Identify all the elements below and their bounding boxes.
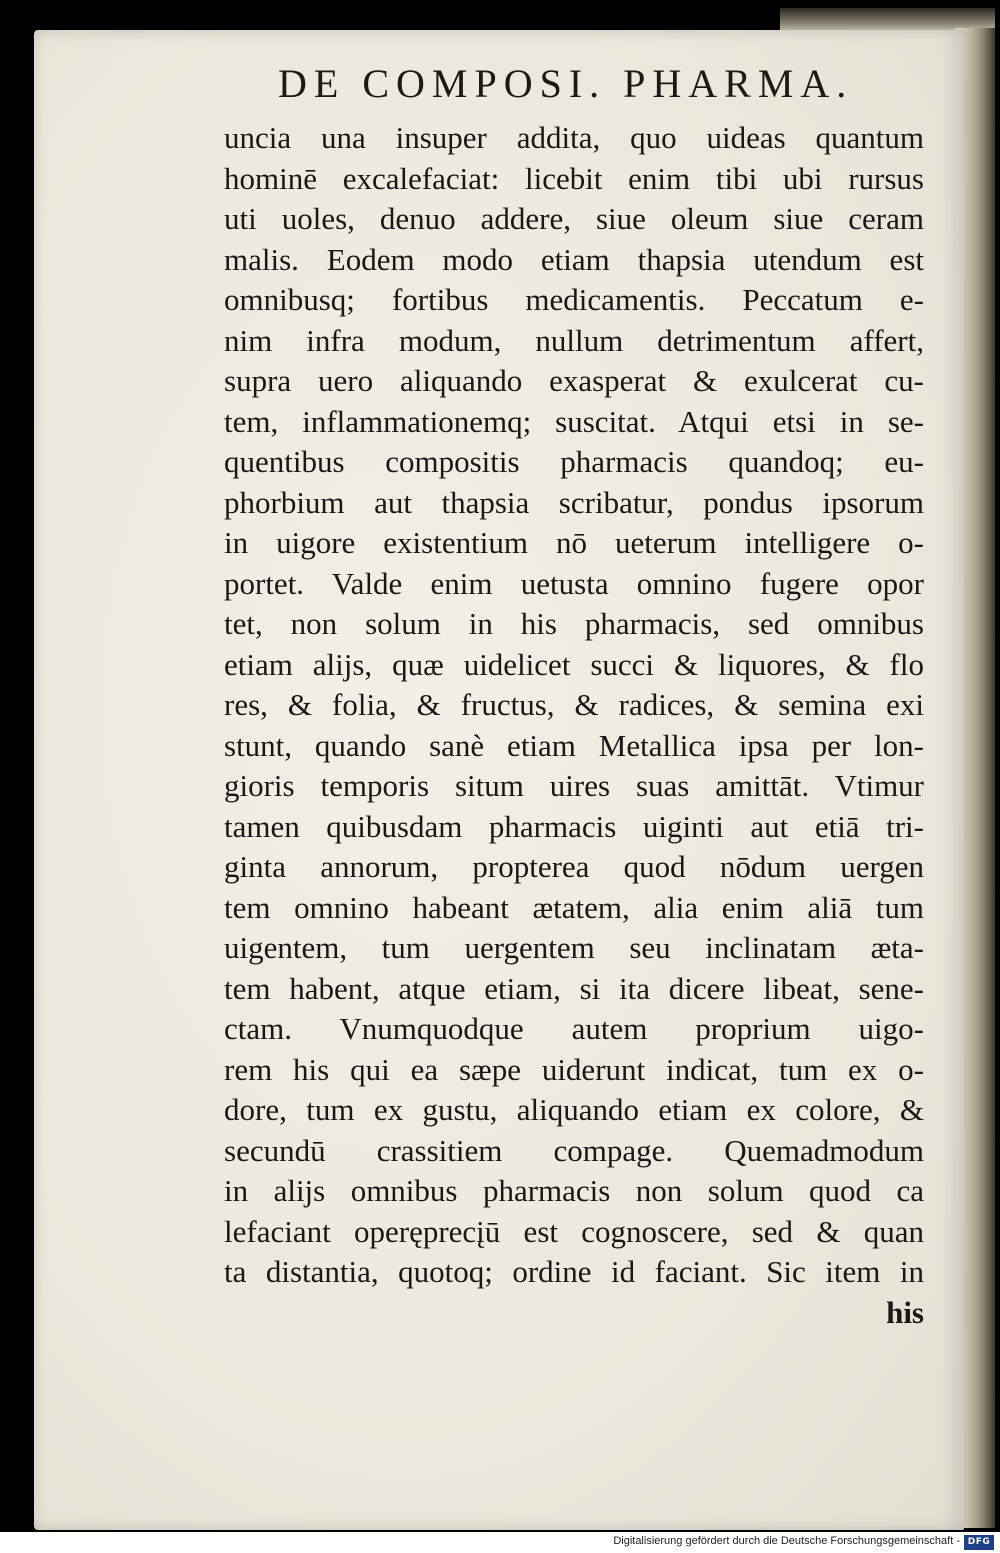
text-line: ta distantia, quotoq; ordine id faciant. Sic item in	[224, 1254, 924, 1289]
text-line: uncia una insuper addita, quo uideas quantum	[224, 120, 924, 155]
text-line: tem, inflammationemq; suscitat. Atqui etsi in se-	[224, 403, 924, 439]
dfg-logo: DFG	[964, 1535, 994, 1550]
running-head: DE COMPOSI. PHARMA.	[278, 61, 854, 106]
text-line: uti uoles, denuo addere, siue oleum siue ceram	[224, 201, 924, 236]
text-line: tem omnino habeant ætatem, alia enim aliā tum	[224, 889, 924, 925]
text-line: secundū crassitiem compage. Quemadmodum	[224, 1132, 924, 1168]
text-line: res, & folia, & fructus, & radices, & semina exi	[224, 687, 924, 722]
text-line: ginta annorum, propterea quod nōdum uergen	[224, 849, 924, 884]
text-line: hominē excalefaciat: licebit enim tibi ubi rursus	[224, 160, 924, 196]
body-text	[224, 118, 924, 1333]
text-line: malis. Eodem modo etiam thapsia utendum est	[224, 241, 924, 277]
text-line: tet, non solum in his pharmacis, sed omnibus	[224, 606, 924, 641]
text-line: etiam alijs, quæ uidelicet succi & liquores, & flo	[224, 646, 924, 682]
text-line: tamen quibusdam pharmacis uiginti aut etiā tri-	[224, 808, 924, 844]
footer-bar	[0, 1532, 1000, 1553]
text-line: in alijs omnibus pharmacis non solum quod ca	[224, 1173, 924, 1208]
catchword: his	[886, 1294, 924, 1330]
text-line: rem his qui ea sæpe uiderunt indicat, tum ex o-	[224, 1051, 924, 1087]
text-line: lefaciant operęprecįū est cognoscere, sed & quan	[224, 1213, 924, 1249]
text-line: omnibusq; fortibus medicamentis. Peccatum e-	[224, 282, 924, 317]
text-line: in uigore existentium nō ueterum intelligere o-	[224, 525, 924, 560]
footer-credit: Digitalisierung gefördert durch die Deutsche Forschungsgemeinschaft -	[613, 1535, 960, 1547]
text-line: nim infra modum, nullum detrimentum affert,	[224, 322, 924, 358]
text-line: phorbium aut thapsia scribatur, pondus ipsorum	[224, 484, 924, 520]
text-line: uigentem, tum uergentem seu inclinatam æta-	[224, 930, 924, 965]
text-line: stunt, quando sanè etiam Metallica ipsa per lon-	[224, 727, 924, 763]
text-line: quentibus compositis pharmacis quandoq; eu-	[224, 444, 924, 479]
text-line: gioris temporis situm uires suas amittāt. Vtimur	[224, 768, 924, 803]
text-line: portet. Valde enim uetusta omnino fugere opor	[224, 565, 924, 601]
text-line: supra uero aliquando exasperat & exulcerat cu-	[224, 363, 924, 398]
text-line: dore, tum ex gustu, aliquando etiam ex colore, &	[224, 1092, 924, 1127]
text-line: ctam. Vnumquodque autem proprium uigo-	[224, 1011, 924, 1046]
text-line: tem habent, atque etiam, si ita dicere libeat, sene-	[224, 970, 924, 1006]
